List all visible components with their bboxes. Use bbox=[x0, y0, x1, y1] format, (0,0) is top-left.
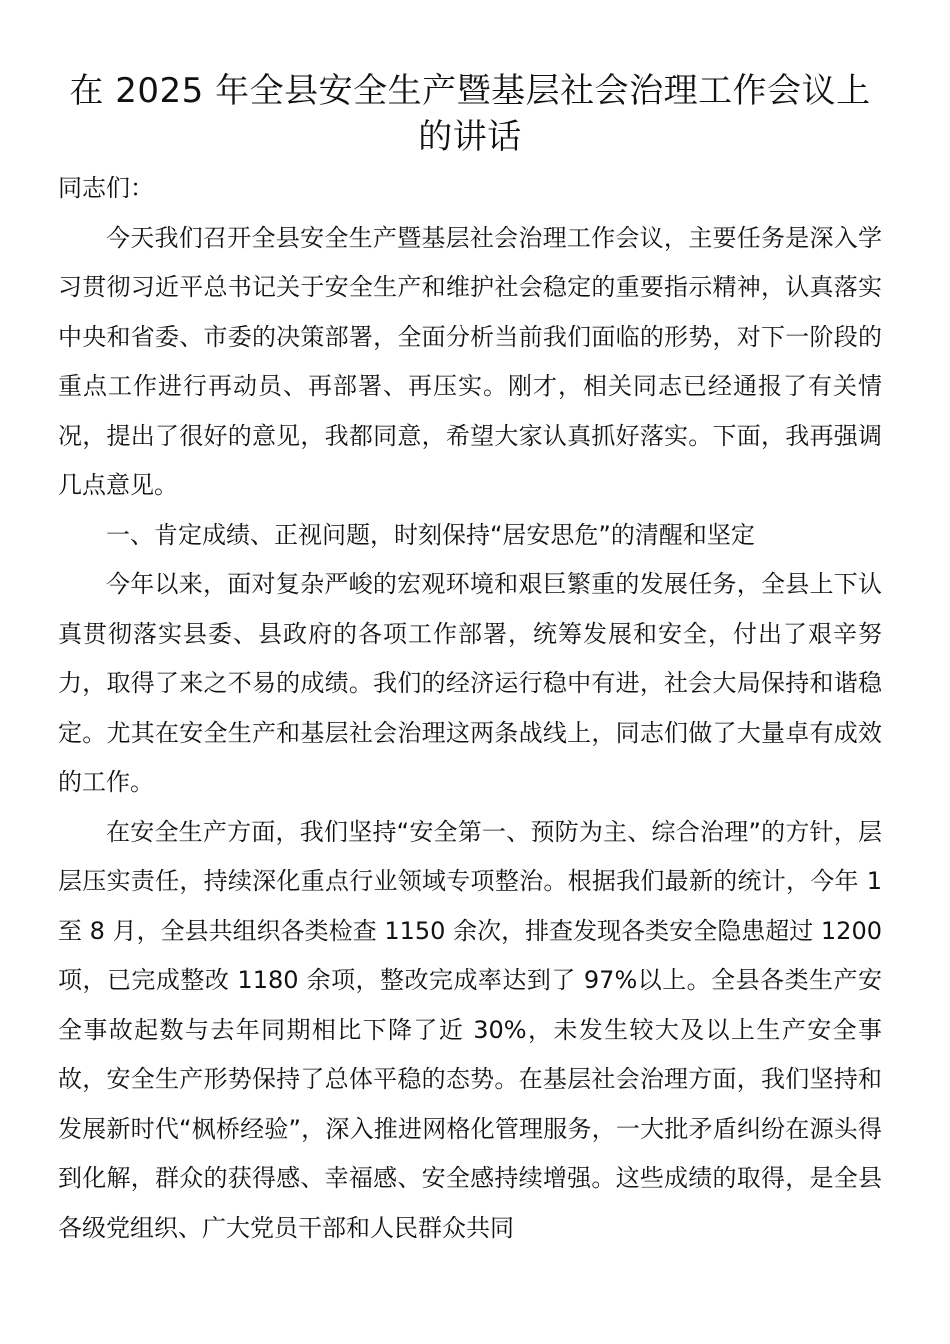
document-title: 在 2025 年全县安全生产暨基层社会治理工作会议上的讲话 bbox=[69, 71, 871, 157]
paragraph-opening: 今天我们召开全县安全生产暨基层社会治理工作会议，主要任务是深入学习贯彻习近平总书记关于安全生产和维护社会稳定的重要指示精神，认真落实中央和省委、市委的决策部署，全面分析当前我们面临的形势，对下一阶段的重点工作进行再动员、再部署、再压实。刚才，相关同志已经通报了有关情况，提出了很好的意见，我都同意，希望大家认真抓好落实。下面，我再强调几点意见。 bbox=[58, 223, 882, 499]
section-heading-1: 一、肯定成绩、正视问题，时刻保持“居安思危”的清醒和坚定 bbox=[106, 520, 755, 549]
document-body bbox=[58, 164, 882, 1253]
paragraph-safety-statistics: 在安全生产方面，我们坚持“安全第一、预防为主、综合治理”的方针，层层压实责任，持续深化重点行业领域专项整治。根据我们最新的统计，今年 1 至 8 月，全县共组织各类检查 1150 余次，排查发现各类安全隐患超过 1200 项，已完成整改 1180 余项，整改完成率达到了 97%以上。全县各类生产安全事故起数与去年同期相比下降了近 30%，未发生较大及以上生产安全事故，安全生产形势保持了总体平稳的态势。在基层社会治理方面，我们坚持和发展新时代“枫桥经验”，深入推进网格化管理服务，一大批矛盾纠纷在源头得到化解，群众的获得感、幸福感、安全感持续增强。这些成绩的取得，是全县各级党组织、广大党员干部和人民群众共同 bbox=[58, 817, 882, 1242]
document-page bbox=[58, 68, 882, 1253]
paragraph-achievements: 今年以来，面对复杂严峻的宏观环境和艰巨繁重的发展任务，全县上下认真贯彻落实县委、县政府的各项工作部署，统筹发展和安全，付出了艰辛努力，取得了来之不易的成绩。我们的经济运行稳中有进，社会大局保持和谐稳定。尤其在安全生产和基层社会治理这两条战线上，同志们做了大量卓有成效的工作。 bbox=[58, 570, 882, 796]
salutation: 同志们： bbox=[58, 174, 154, 202]
